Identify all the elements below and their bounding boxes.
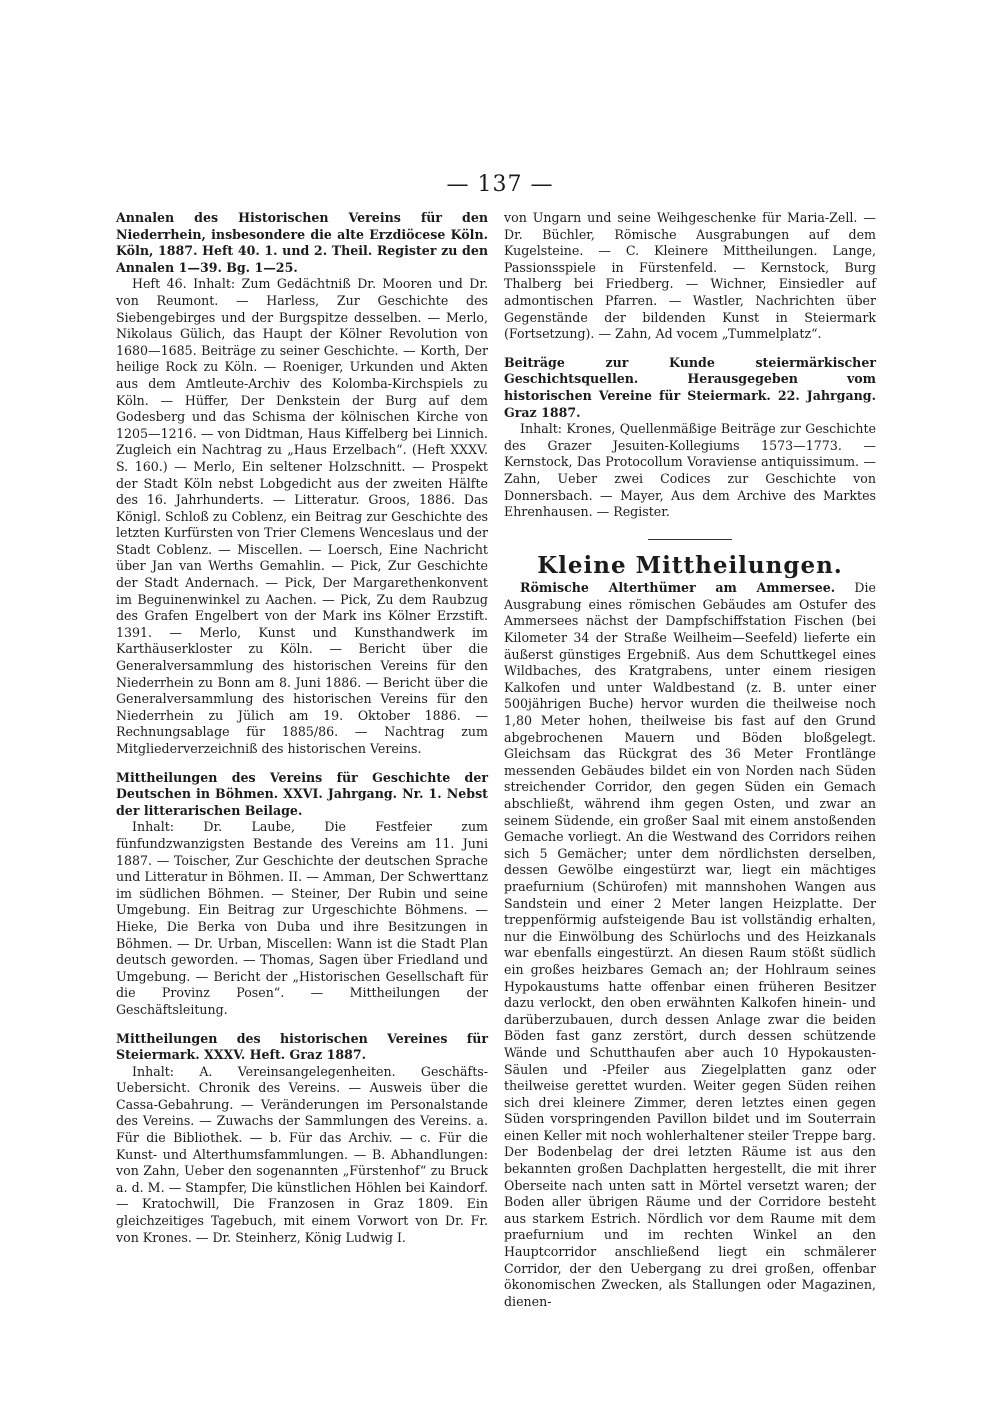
entry-text: Inhalt: Dr. Laube, Die Festfeier zum fünfundzwanzigsten Bestande des Vereins am 11. Juni 1887. — Toischer, Zur Geschichte der deutschen Sprache und Litteratur in Böhmen. II. — Amman, Der Schwerttanz im südlichen Böhmen. — Steiner, Der Rubin und seine Umgebung. Ein Beitrag zur Urgeschichte Böhmens. — Hieke, Die Berka von Duba und ihre Besitzungen in Böhmen. — Dr. Urban, Miscellen: Wann ist die Stadt Plan deutsch geworden. — Thomas, Sagen über Friedland und Umgebung. — Bericht der „Historischen Gesellschaft für die Provinz Posen“. — Mittheilungen der Geschäftsleitung.: [116, 819, 488, 1017]
entry-title: Mittheilungen des historischen Vereines für Steiermark. XXXV. Heft. Graz 1887.: [116, 1030, 488, 1063]
entry-title: Beiträge zur Kunde steiermärkischer Geschichtsquellen. Herausgegeben vom historischen Vereine für Steiermark. 22. Jahrgang. Graz 1887.: [504, 354, 876, 420]
entry-title: Mittheilungen des Vereins für Geschichte der Deutschen in Böhmen. XXVI. Jahrgang. Nr. 1. Nebst der litterarischen Beilage.: [116, 769, 488, 818]
journal-entry: [116, 1031, 488, 1247]
left-column: [116, 210, 488, 1258]
right-column: [504, 210, 876, 1310]
entry-text: Inhalt: Krones, Quellenmäßige Beiträge zur Geschichte des Grazer Jesuiten-Kollegiums 1573—1773. — Kernstock, Das Protocollum Voraviense antiquissimum. — Zahn, Ueber zwei Codices zur Geschichte von Donnersbach. — Mayer, Aus dem Archive des Marktes Ehrenhausen. — Register.: [504, 421, 876, 520]
subsection-title: Römische Alterthümer am Ammersee.: [520, 580, 836, 596]
section-divider: [648, 539, 732, 540]
entry-continuation: [504, 210, 876, 343]
subsection-paragraph: [504, 580, 876, 1310]
subsection-text: Die Ausgrabung eines römischen Gebäudes am Ostufer des Ammersees nächst der Dampfschiffstation Fischen (bei Kilometer 34 der Straße Weilheim—Seefeld) lieferte ein äußerst günstiges Ergebniß. Aus dem Schuttkegel eines Wildbaches, des Kratgrabens, unter einem riesigen Kalkofen und unter Waldbestand (z. B. unter einer 500jährigen Buche) hervor wurden die theilweise noch 1,80 Meter hohen, theilweise bis fast auf den Grund abgebrochenen Mauern und Böden bloßgelegt. Gleichsam das Rückgrat des 36 Meter Frontlänge messenden Gebäudes bildet ein von Norden nach Süden streichender Corridor, den gegen Süden ein Gemach abschließt, während ihm gegen Osten, und zwar an seinem Südende, ein großer Saal mit einem anstoßenden Gemache vorliegt. An die Westwand des Corridors reihen sich 5 Gemächer; unter dem nördlichsten derselben, dessen Gewölbe eingestürzt war, liegt ein mächtiges praefurnium (Schürofen) mit mannshohen Wangen aus Sandstein und einer 2 Meter langen Heizplatte. Der treppenförmig aufsteigende Bau ist vollständig erhalten, nur die Einwölbung des Schürlochs und des Heizkanals war ebenfalls eingestürzt. An diesen Raum stößt südlich ein großes heizbares Gemach an; der Hohlraum seines Hypokaustums hatte offenbar einen früheren Besitzer dazu verlockt, den oben erwähnten Kalkofen hinein- und darüberzubauen, durch dessen Anlage zwar die beiden Böden fast ganz zerstört, durch dessen schützende Wände und Schutthaufen aber auch 10 Hypokausten-Säulen und -Pfeiler aus Ziegelplatten ganz oder theilweise gerettet wurden. Weiter gegen Süden reihen sich drei kleinere Zimmer, deren letztes einen gegen Süden vorspringenden Pavillon bildet und im Souterrain einen Keller mit noch wohlerhaltener steiler Treppe barg. Der Bodenbelag der drei letzten Räume ist aus den bekannten großen Dachplatten hergestellt, die mit ihrer Oberseite nach unten satt in Mörtel versetzt waren; der Boden aller übrigen Räume und der Corridore besteht aus starkem Estrich. Nördlich vor dem Raume mit dem praefurnium und im rechten Winkel an den Hauptcorridor anschließend liegt ein schmälerer Corridor, der den Uebergang zu drei großen, offenbar ökonomischen Zwecken, als Stallungen oder Magazinen, dienen-: [504, 580, 876, 1309]
entry-text: Heft 46. Inhalt: Zum Gedächtniß Dr. Mooren und Dr. von Reumont. — Harless, Zur Geschichte des Siebengebirges und der Burgspitze desselben. — Merlo, Nikolaus Gülich, das Haupt der Kölner Revolution von 1680—1685. Beiträge zu seiner Geschichte. — Korth, Der heilige Rock zu Köln. — Roeniger, Urkunden und Akten aus dem Amtleute-Archiv des Kolomba-Kirchspiels zu Köln. — Hüffer, Der Denkstein der Burg auf dem Godesberg und das Schisma der kölnischen Kirche von 1205—1216. — von Didtman, Haus Kiffelberg bei Linnich. Zugleich ein Nachtrag zu „Haus Erzelbach“. (Heft XXXV. S. 160.) — Merlo, Ein seltener Holzschnitt. — Prospekt der Stadt Köln nebst Lobgedicht aus der zweiten Hälfte des 16. Jahrhunderts. — Litteratur. Groos, 1886. Das Königl. Schloß zu Coblenz, ein Beitrag zur Geschichte des letzten Kurfürsten von Trier Clemens Wenceslaus und der Stadt Coblenz. — Miscellen. — Loersch, Eine Nachricht über Jan van Werths Gemahlin. — Pick, Zur Geschichte der Stadt Andernach. — Pick, Der Margarethenkonvent im Beguinenwinkel zu Aachen. — Pick, Zu dem Raubzug des Grafen Engelbert von der Mark ins Kölner Erzstift. 1391. — Merlo, Kunst und Kunsthandwerk im Karthäuserkloster zu Köln. — Bericht über die Generalversammlung des historischen Vereins für den Niederrhein zu Bonn am 8. Juni 1886. — Bericht über die Generalversammlung des historischen Vereins für den Niederrhein zu Jülich am 19. Oktober 1886. — Rechnungsablage für 1885/86. — Nachtrag zum Mitgliederverzeichniß des historischen Vereins.: [116, 276, 488, 756]
entry-text: Inhalt: A. Vereinsangelegenheiten. Geschäfts-Uebersicht. Chronik des Vereins. — Ausweis über die Cassa-Gebahrung. — Veränderungen im Personalstande des Vereins. — Zuwachs der Sammlungen des Vereins. a. Für die Bibliothek. — b. Für das Archiv. — c. Für die Kunst- und Alterthumsfammlungen. — B. Abhandlungen: von Zahn, Ueber den sogenannten „Fürstenhof“ zu Bruck a. d. M. — Stampfer, Die künstlichen Höhlen bei Kaindorf. — Kratochwill, Die Franzosen in Graz 1809. Ein gleichzeitiges Tagebuch, mit einem Vorwort von Dr. Fr. von Krones. — Dr. Steinherz, König Ludwig I.: [116, 1063, 488, 1245]
journal-entry: [116, 770, 488, 1019]
section-heading: Kleine Mittheilungen.: [537, 551, 843, 579]
journal-entry: [504, 355, 876, 521]
page-number: — 137 —: [446, 172, 554, 197]
continuation-text: von Ungarn und seine Weihgeschenke für Maria-Zell. — Dr. Büchler, Römische Ausgrabungen auf dem Kugelsteine. — C. Kleinere Mittheilungen. Lange, Passionsspiele in Fürstenfeld. — Kernstock, Burg Thalberg bei Friedberg. — Wichner, Einsiedler auf admontischen Pfarren. — Wastler, Nachrichten über Gegenstände der bildenden Kunst in Steiermark (Fortsetzung). — Zahn, Ad vocem „Tummelplatz“.: [504, 210, 876, 342]
entry-title: Annalen des Historischen Vereins für den Niederrhein, insbesondere die alte Erzdiöcese Köln. Köln, 1887. Heft 40. 1. und 2. Theil. Register zu den Annalen 1—39. Bg. 1—25.: [116, 210, 488, 275]
journal-entry: [116, 210, 488, 758]
